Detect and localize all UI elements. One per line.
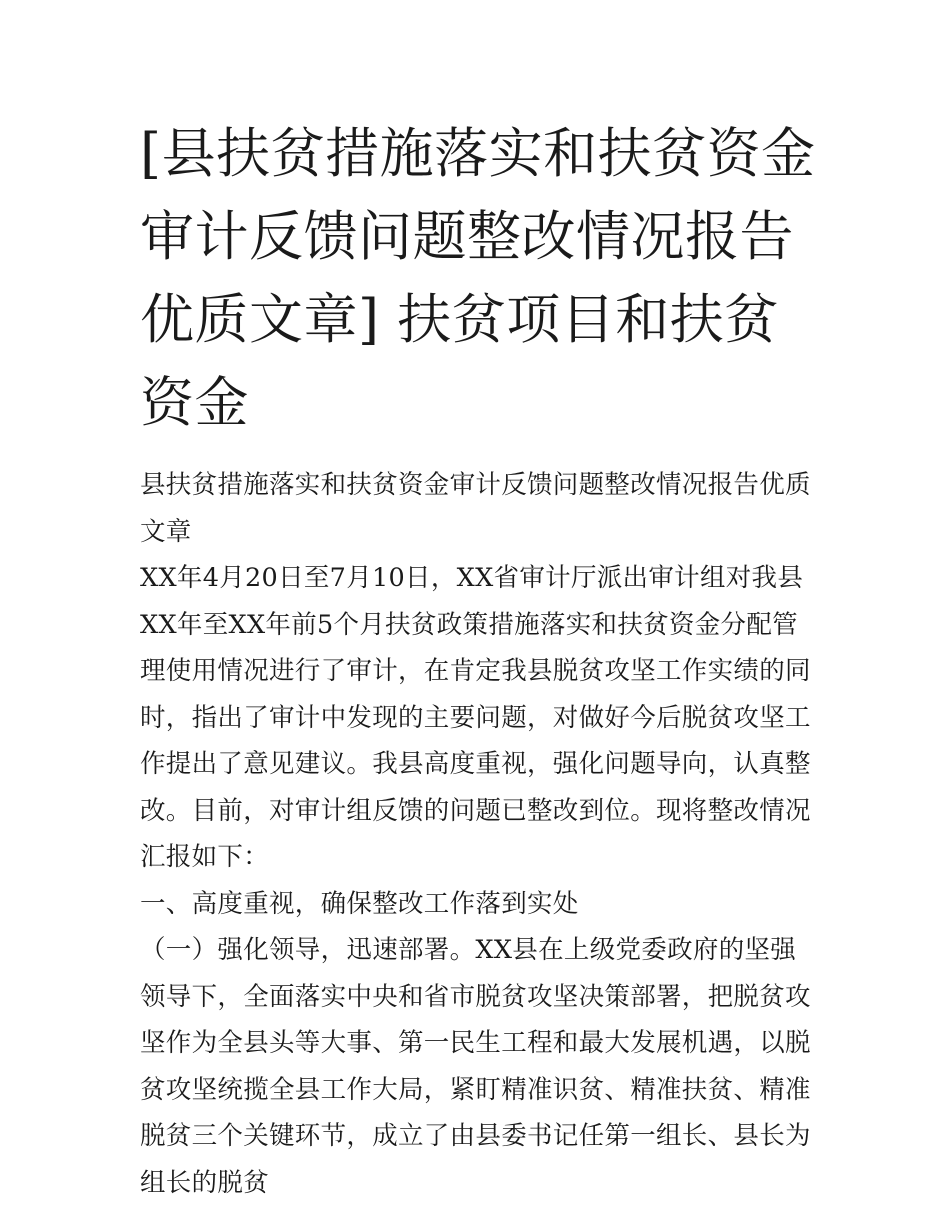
- document-page: [140, 112, 816, 1206]
- subtitle-paragraph: 县扶贫措施落实和扶贫资金审计反馈问题整改情况报告优质文章: [140, 470, 811, 547]
- document-body: [140, 462, 816, 1206]
- document-title: [县扶贫措施落实和扶贫资金审计反馈问题整改情况报告优质文章] 扶贫项目和扶贫资金: [140, 122, 816, 434]
- intro-paragraph: XX年4月20日至7月10日，XX省审计厅派出审计组对我县XX年至XX年前5个月扶贫政策措施落实和扶贫资金分配管理使用情况进行了审计，在肯定我县脱贫攻坚工作实绩的同时，指出了审计中发现的主要问题，对做好今后脱贫攻坚工作提出了意见建议。我县高度重视，强化问题导向，认真整改。目前，对审计组反馈的问题已整改到位。现将整改情况汇报如下：: [140, 563, 811, 872]
- body-paragraph: （一）强化领导，迅速部署。XX县在上级党委政府的坚强领导下，全面落实中央和省市脱贫攻坚决策部署，把脱贫攻坚作为全县头等大事、第一民生工程和最大发展机遇，以脱贫攻坚统揽全县工作大局，紧盯精准识贫、精准扶贫、精准脱贫三个关键环节，成立了由县委书记任第一组长、县长为组长的脱贫: [140, 935, 811, 1198]
- section-heading: 一、高度重视，确保整改工作落到实处: [140, 888, 579, 919]
